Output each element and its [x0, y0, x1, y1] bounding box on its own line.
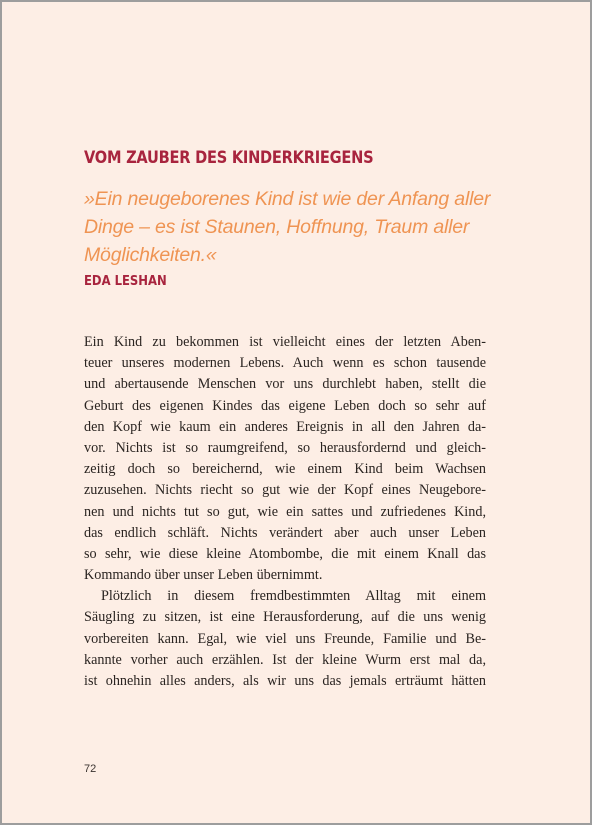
paragraph-1	[84, 332, 486, 586]
text-line: kannte vorher auch erzählen. Ist der kleine Wurm erst mal da,	[84, 651, 486, 668]
text-line: Plötzlich in diesem fremdbestimmten Alltag mit einem	[101, 588, 486, 605]
paragraph-2	[84, 586, 486, 692]
text-line: den Kopf wie kaum ein anderes Ereignis in all den Jahren da-	[84, 418, 486, 435]
text-line: Säugling zu sitzen, ist eine Herausforderung, auf die uns wenig	[84, 609, 486, 626]
chapter-heading: VOM ZAUBER DES KINDERKRIEGENS	[84, 148, 374, 168]
text-line: Ein Kind zu bekommen ist vielleicht eines der letzten Aben-	[84, 334, 486, 350]
text-line: so sehr, wie diese kleine Atombombe, die mit einem Knall das	[84, 545, 486, 562]
quote-line: Dinge – es ist Staunen, Hoffnung, Traum aller	[84, 216, 470, 238]
quote-line: Möglichkeiten.«	[84, 244, 217, 266]
text-line: und abertausende Menschen vor uns durchlebt haben, stellt die	[84, 376, 486, 393]
text-line: Kommando über unser Leben übernimmt.	[84, 567, 323, 584]
text-line: nen und nichts tut so gut, wie ein sattes und zufriedenes Kind,	[84, 503, 486, 520]
text-line: vor. Nichts ist so raumgreifend, so herausfordernd und gleich-	[84, 439, 486, 456]
text-line: zeitig doch so bereichernd, wie einem Kind beim Wachsen	[84, 461, 486, 478]
quote-line: »Ein neugeborenes Kind ist wie der Anfang aller	[84, 188, 491, 210]
text-line: ist ohnehin alles anders, als wir uns das jemals erträumt hätten	[84, 673, 486, 689]
text-line: das endlich schläft. Nichts verändert aber auch unser Leben	[84, 524, 486, 541]
epigraph-quote	[84, 185, 491, 269]
quote-author: EDA LESHAN	[84, 273, 167, 289]
text-line: zuzusehen. Nichts riecht so gut wie der Kopf eines Neugebore-	[84, 482, 486, 499]
text-line: Geburt des eigenen Kindes das eigene Leben doch so sehr auf	[84, 397, 486, 414]
page-number: 72	[84, 763, 97, 775]
text-line: vorbereiten kann. Egal, wie viel uns Freunde, Familie und Be-	[84, 630, 486, 647]
text-line: teuer unseres modernen Lebens. Auch wenn es schon tausende	[84, 355, 486, 372]
body-text	[84, 332, 486, 692]
